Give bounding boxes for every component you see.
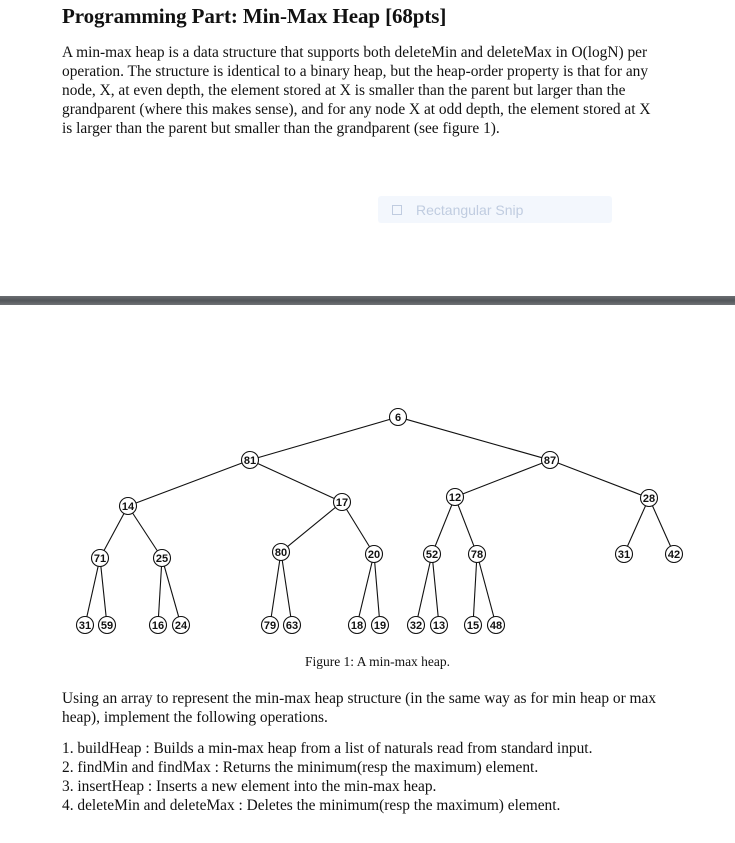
heap-edge: [473, 562, 476, 616]
heap-node-value: 31: [78, 620, 92, 632]
heap-edge: [136, 463, 242, 503]
heap-edge: [87, 566, 98, 616]
heap-node-value: 6: [394, 412, 402, 424]
heap-edge: [258, 419, 390, 457]
heap-node-value: 81: [243, 455, 257, 467]
heap-node: [150, 617, 167, 634]
heap-node: [431, 617, 448, 634]
instructions-paragraph: [62, 689, 692, 727]
heap-edge: [458, 505, 474, 546]
heap-edge: [479, 562, 494, 617]
heap-edge: [435, 505, 452, 546]
operation-item: 4. deleteMin and deleteMax : Deletes the minimum(resp the maximum) element.: [62, 797, 561, 814]
heap-node-value: 59: [100, 620, 114, 632]
heap-edge: [288, 507, 336, 546]
heap-edge: [164, 566, 178, 617]
heap-node-value: 71: [93, 553, 107, 565]
heap-node: [488, 617, 505, 634]
heap-node: [77, 617, 94, 634]
operation-item: 1. buildHeap : Builds a min-max heap from a list of naturals read from standard input.: [62, 740, 593, 757]
heap-node: [408, 617, 425, 634]
heap-node: [424, 546, 441, 563]
heap-node-value: 32: [409, 620, 423, 632]
heap-edge: [101, 566, 106, 616]
snip-overlay-label: Rectangular Snip: [416, 201, 524, 218]
heap-node-value: 17: [335, 497, 349, 509]
heap-node: [262, 617, 279, 634]
heap-node-value: 13: [432, 620, 446, 632]
heap-node-value: 24: [174, 620, 188, 632]
heap-node: [366, 546, 383, 563]
heap-node: [390, 409, 407, 426]
heap-node-value: 52: [425, 549, 439, 561]
intro-line: node, X, at even depth, the element stored at X is smaller than the parent but larger than the: [62, 82, 626, 99]
intro-line: grandparent (where this makes sense), and for any node X at odd depth, the element stored at X: [62, 101, 651, 118]
heap-edge: [133, 513, 158, 551]
heap-node: [120, 498, 137, 515]
heap-node: [349, 617, 366, 634]
heap-node-value: 25: [155, 553, 169, 565]
heap-node: [273, 544, 290, 561]
heap-node: [616, 546, 633, 563]
heap-edge: [652, 506, 670, 546]
heap-edge: [375, 562, 380, 616]
heap-edge: [627, 506, 645, 546]
figure-caption: Figure 1: A min-max heap.: [304, 654, 451, 669]
heap-node-value: 28: [642, 493, 656, 505]
heap-edge: [258, 464, 335, 499]
heap-node: [242, 452, 259, 469]
heap-node-value: 78: [470, 549, 484, 561]
heap-node-value: 87: [543, 455, 557, 467]
heap-edge: [418, 562, 430, 616]
heap-node-value: 12: [448, 492, 462, 504]
heap-node-value: 18: [350, 620, 364, 632]
heap-node-value: 79: [263, 620, 277, 632]
heap-node: [469, 546, 486, 563]
operation-item: 3. insertHeap : Inserts a new element into the min-max heap.: [62, 778, 437, 795]
heap-node: [99, 617, 116, 634]
heap-node-value: 15: [466, 620, 480, 632]
heap-edge: [346, 509, 369, 547]
heap-node-value: 19: [373, 620, 387, 632]
heap-node: [92, 550, 109, 567]
heap-node-value: 14: [121, 501, 135, 513]
heap-node: [154, 550, 171, 567]
intro-line: operation. The structure is identical to a binary heap, but the heap-order property is that for any: [62, 63, 649, 80]
heap-node-value: 31: [617, 549, 631, 561]
heap-node: [372, 617, 389, 634]
operation-item: 2. findMin and findMax : Returns the minimum(resp the maximum) element.: [62, 759, 539, 776]
heap-node-value: 20: [367, 549, 381, 561]
instructions-line: heap), implement the following operations.: [62, 709, 328, 726]
intro-line: A min-max heap is a data structure that supports both deleteMin and deleteMax in O(logN) per: [62, 44, 648, 61]
heap-edge: [463, 463, 542, 494]
intro-line: is larger than the parent but smaller than the grandparent (see figure 1).: [62, 120, 500, 137]
heap-edge: [271, 560, 279, 616]
heap-node: [173, 617, 190, 634]
heap-node: [542, 452, 559, 469]
heap-node: [334, 494, 351, 511]
heap-edge: [359, 562, 372, 616]
page-title: Programming Part: Min-Max Heap [68pts]: [62, 4, 447, 28]
heap-node-value: 42: [667, 549, 681, 561]
heap-node-value: 16: [151, 620, 165, 632]
heap-node: [666, 546, 683, 563]
instructions-line: Using an array to represent the min-max heap structure (in the same way as for min heap or max: [62, 690, 657, 707]
heap-edge: [406, 419, 542, 457]
heap-node-value: 80: [274, 547, 288, 559]
heap-node: [465, 617, 482, 634]
heap-node: [284, 617, 301, 634]
heap-edge: [159, 566, 162, 616]
heap-edge: [433, 562, 438, 616]
heap-edge: [282, 560, 290, 616]
heap-edge: [104, 513, 124, 550]
heap-node: [447, 489, 464, 506]
operations-list: [62, 739, 592, 815]
heap-node-value: 63: [285, 620, 299, 632]
heap-node-value: 48: [489, 620, 503, 632]
heap-edge: [558, 463, 641, 495]
heap-node: [641, 490, 658, 507]
